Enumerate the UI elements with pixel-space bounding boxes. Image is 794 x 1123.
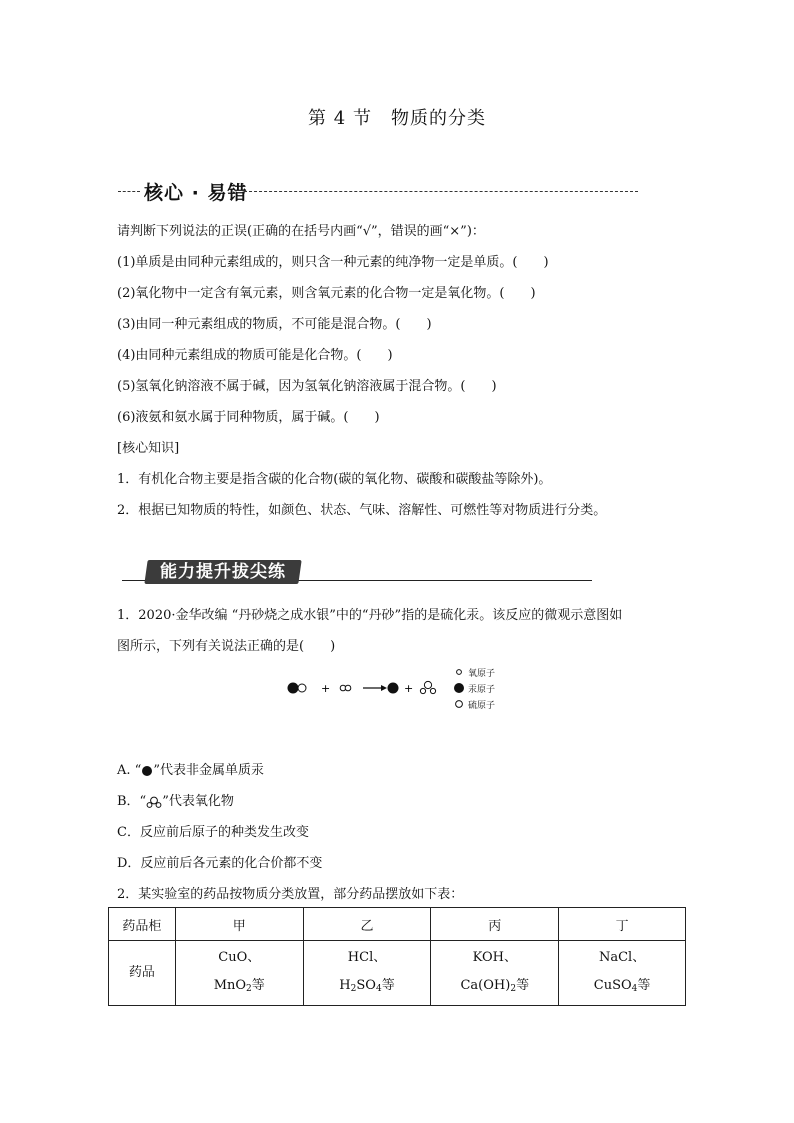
question-1-line-2: 图所示，下列有关说法正确的是( ) (117, 639, 336, 654)
judgement-item: (5)氢氧化钠溶液不属于碱，因为氢氧化钠溶液属于混合物。( ) (117, 379, 497, 394)
oxygen-atom-legend-icon (457, 670, 462, 675)
legend-oxygen: 氧原子 (468, 669, 496, 679)
table-row (109, 941, 686, 1006)
mercury-atom (388, 683, 399, 694)
drug-cabinet-table (108, 907, 686, 1006)
table-header-cell: 丙 (431, 908, 559, 941)
plus-sign: + (321, 682, 331, 695)
judgement-item: (3)由同一种元素组成的物质，不可能是混合物。( ) (117, 317, 432, 332)
table-row-label: 药品 (109, 941, 176, 1006)
section-header-ability (122, 560, 592, 586)
oxygen-molecule (340, 685, 351, 691)
table-header-cell: 甲 (175, 908, 303, 941)
instruction-text: 请判断下列说法的正误(正确的在括号内画“√”，错误的画“×”)： (117, 224, 485, 239)
plus-sign: + (404, 682, 414, 695)
knowledge-item: 1．有机化合物主要是指含碳的化合物(碳的氧化物、碳酸和碳酸盐等除外)。 (117, 472, 552, 487)
table-cell-jia: CuO、 MnO$_2$等 (175, 941, 303, 1006)
judgement-item: (6)液氨和氨水属于同种物质，属于碱。( ) (117, 410, 380, 425)
sulfur-atom-legend-icon (456, 701, 463, 708)
table-header-cell: 丁 (559, 908, 686, 941)
question-1-line-1: 1．2020·金华改编 “丹砂烧之成水银”中的“丹砂”指的是硫化汞。该反应的微观示意图如 (117, 608, 623, 623)
mercury-atom-legend-icon (454, 683, 464, 693)
knowledge-heading: [核心知识] (117, 441, 180, 456)
table-header-cell: 药品柜 (109, 908, 176, 941)
legend-mercury: 汞原子 (468, 685, 496, 695)
judgement-item: (1)单质是由同种元素组成的，则只含一种元素的纯净物一定是单质。( ) (117, 255, 549, 270)
mercury-sulfide-molecule (288, 683, 307, 694)
table-header-row (109, 908, 686, 941)
knowledge-item: 2．根据已知物质的特性，如颜色、状态、气味、溶解性、可燃性等对物质进行分类。 (117, 503, 607, 518)
table-cell-yi: HCl、 $H_2SO_4$等 (303, 941, 431, 1006)
section-label-tab: 能力提升拔尖练 (144, 560, 301, 584)
option-c: C．反应前后原子的种类发生改变 (117, 825, 309, 840)
mercury-atom-icon (141, 765, 153, 777)
judgement-item: (4)由同种元素组成的物质可能是化合物。( ) (117, 348, 393, 363)
reaction-diagram (285, 666, 525, 710)
table-cell-ding: NaCl、 CuSO$_4$等 (559, 941, 686, 1006)
table-cell-bing: KOH、 $Ca(OH)_2$等 (431, 941, 559, 1006)
dashed-rule-right (244, 191, 638, 192)
option-a: A. “ ”代表非金属单质汞 (117, 763, 264, 778)
judgement-item: (2)氧化物中一定含有氧元素，则含氧元素的化合物一定是氧化物。( ) (117, 286, 536, 301)
section-label: 核心 · 易错 (144, 182, 248, 204)
reaction-arrow (363, 685, 387, 691)
table-header-cell: 乙 (303, 908, 431, 941)
legend-sulfur: 硫原子 (468, 701, 496, 711)
section-header-core (118, 178, 638, 204)
sulfur-dioxide-molecule (420, 681, 435, 693)
page-title: 第 4 节 物质的分类 (308, 108, 486, 129)
question-2-text: 2．某实验室的药品按物质分类放置，部分药品摆放如下表： (117, 887, 464, 902)
sulfur-dioxide-icon (146, 796, 162, 808)
option-d: D．反应前后各元素的化合价都不变 (117, 856, 323, 871)
dashed-rule-left (118, 191, 140, 192)
option-b: B．“ ”代表氧化物 (117, 794, 234, 809)
